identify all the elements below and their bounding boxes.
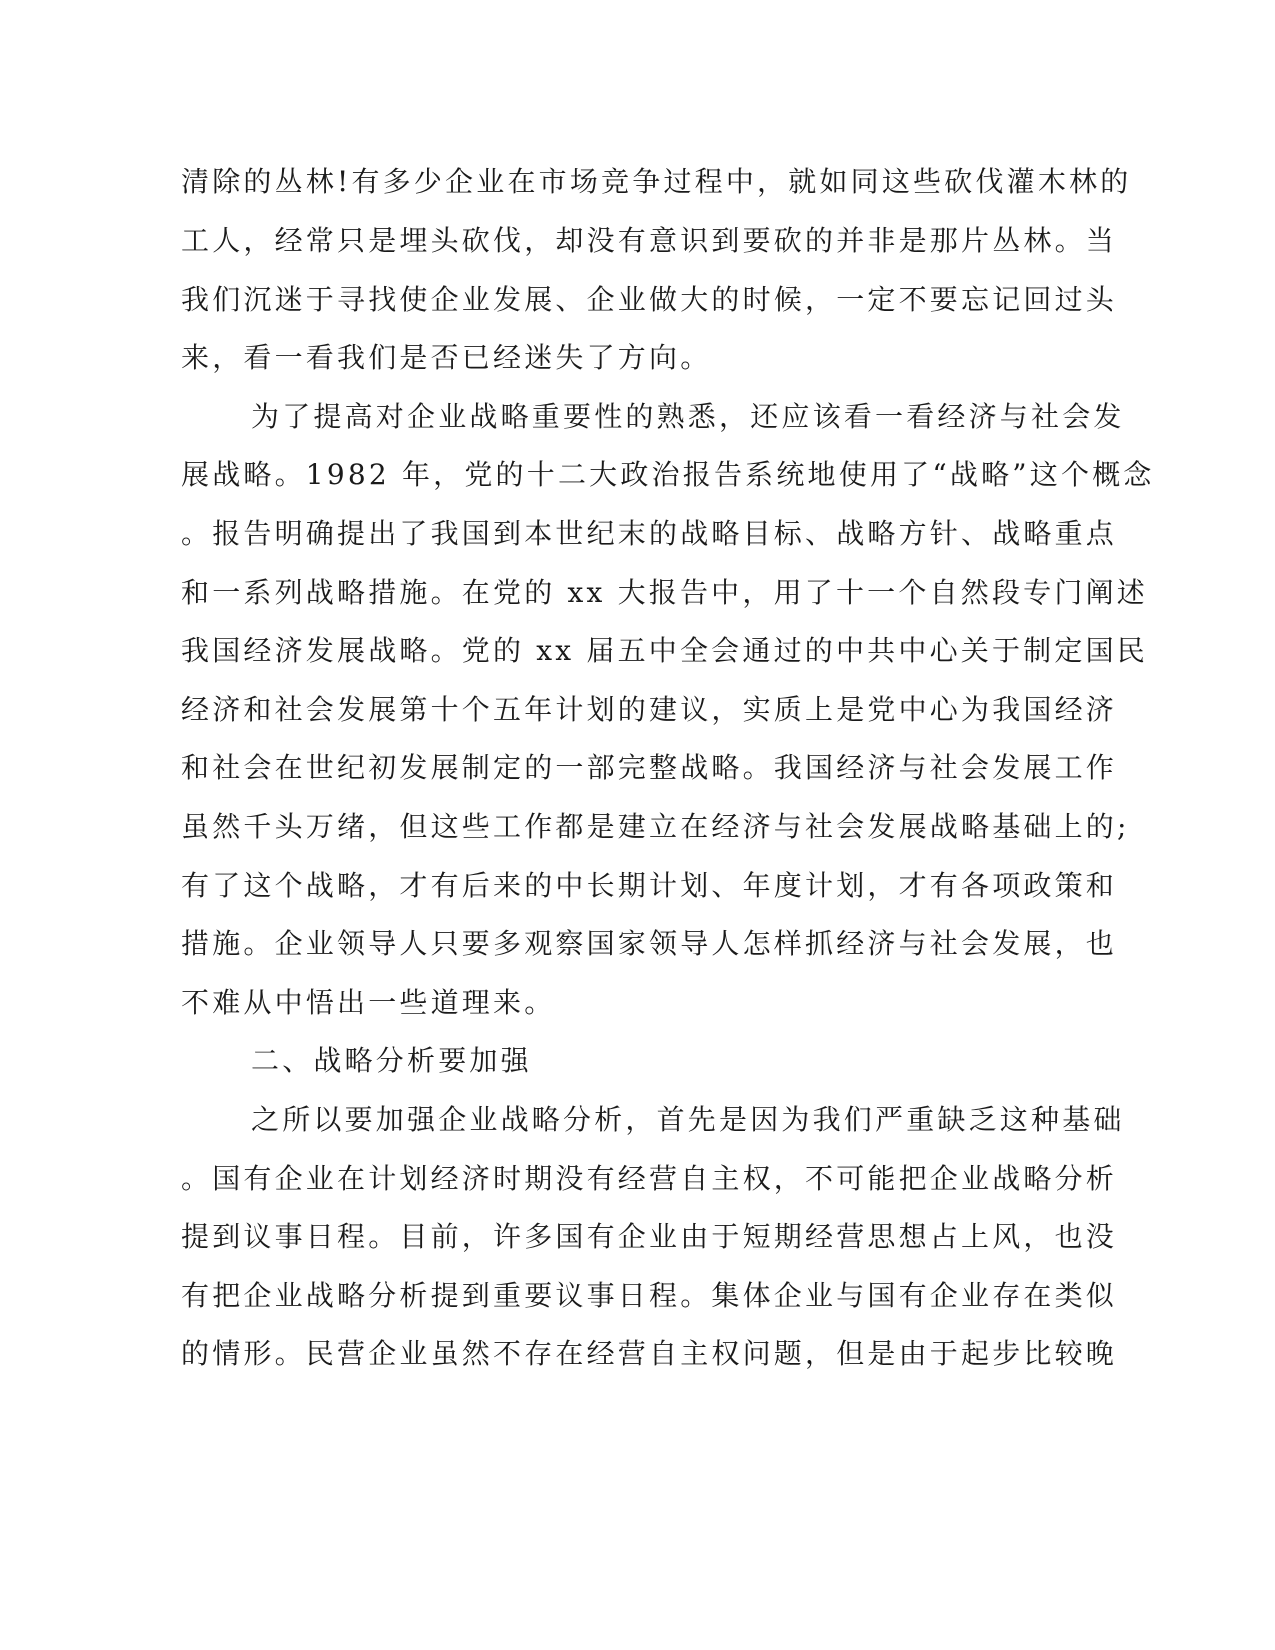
text-line: 清除的丛林!有多少企业在市场竞争过程中，就如同这些砍伐灌木林的 [181,165,1132,198]
text-line: 工人，经常只是埋头砍伐，却没有意识到要砍的并非是那片丛林。当 [181,224,1118,257]
text-line: 虽然千头万绪，但这些工作都是建立在经济与社会发展战略基础上的; [181,810,1130,843]
text-line: 展战略。1982 年，党的十二大政治报告系统地使用了“战略”这个概念 [181,458,1155,491]
text-line: 经济和社会发展第十个五年计划的建议，实质上是党中心为我国经济 [181,693,1118,726]
text-line: 提到议事日程。目前，许多国有企业由于短期经营思想占上风，也没 [181,1220,1118,1253]
text-line: 有了这个战略，才有后来的中长期计划、年度计划，才有各项政策和 [181,869,1118,902]
text-line: 的情形。民营企业虽然不存在经营自主权问题，但是由于起步比较晚 [181,1337,1118,1370]
text-line: 不难从中悟出一些道理来。 [181,986,556,1019]
text-line: 我国经济发展战略。党的 xx 届五中全会通过的中共中心关于制定国民 [181,634,1148,667]
text-line: 来，看一看我们是否已经迷失了方向。 [181,341,712,374]
text-line: 和社会在世纪初发展制定的一部完整战略。我国经济与社会发展工作 [181,751,1118,784]
section-heading: 二、战略分析要加强 [251,1044,532,1077]
text-line: 。国有企业在计划经济时期没有经营自主权，不可能把企业战略分析 [181,1162,1118,1195]
paragraph-first-line: 之所以要加强企业战略分析，首先是因为我们严重缺乏这种基础 [251,1103,1125,1136]
text-line: 我们沉迷于寻找使企业发展、企业做大的时候，一定不要忘记回过头 [181,283,1118,316]
text-line: 措施。企业领导人只要多观察国家领导人怎样抓经济与社会发展，也 [181,927,1118,960]
text-line: 有把企业战略分析提到重要议事日程。集体企业与国有企业存在类似 [181,1279,1118,1312]
text-line: 。报告明确提出了我国到本世纪末的战略目标、战略方针、战略重点 [181,517,1118,550]
text-line: 和一系列战略措施。在党的 xx 大报告中，用了十一个自然段专门阐述 [181,576,1148,609]
paragraph-first-line: 为了提高对企业战略重要性的熟悉，还应该看一看经济与社会发 [251,400,1125,433]
